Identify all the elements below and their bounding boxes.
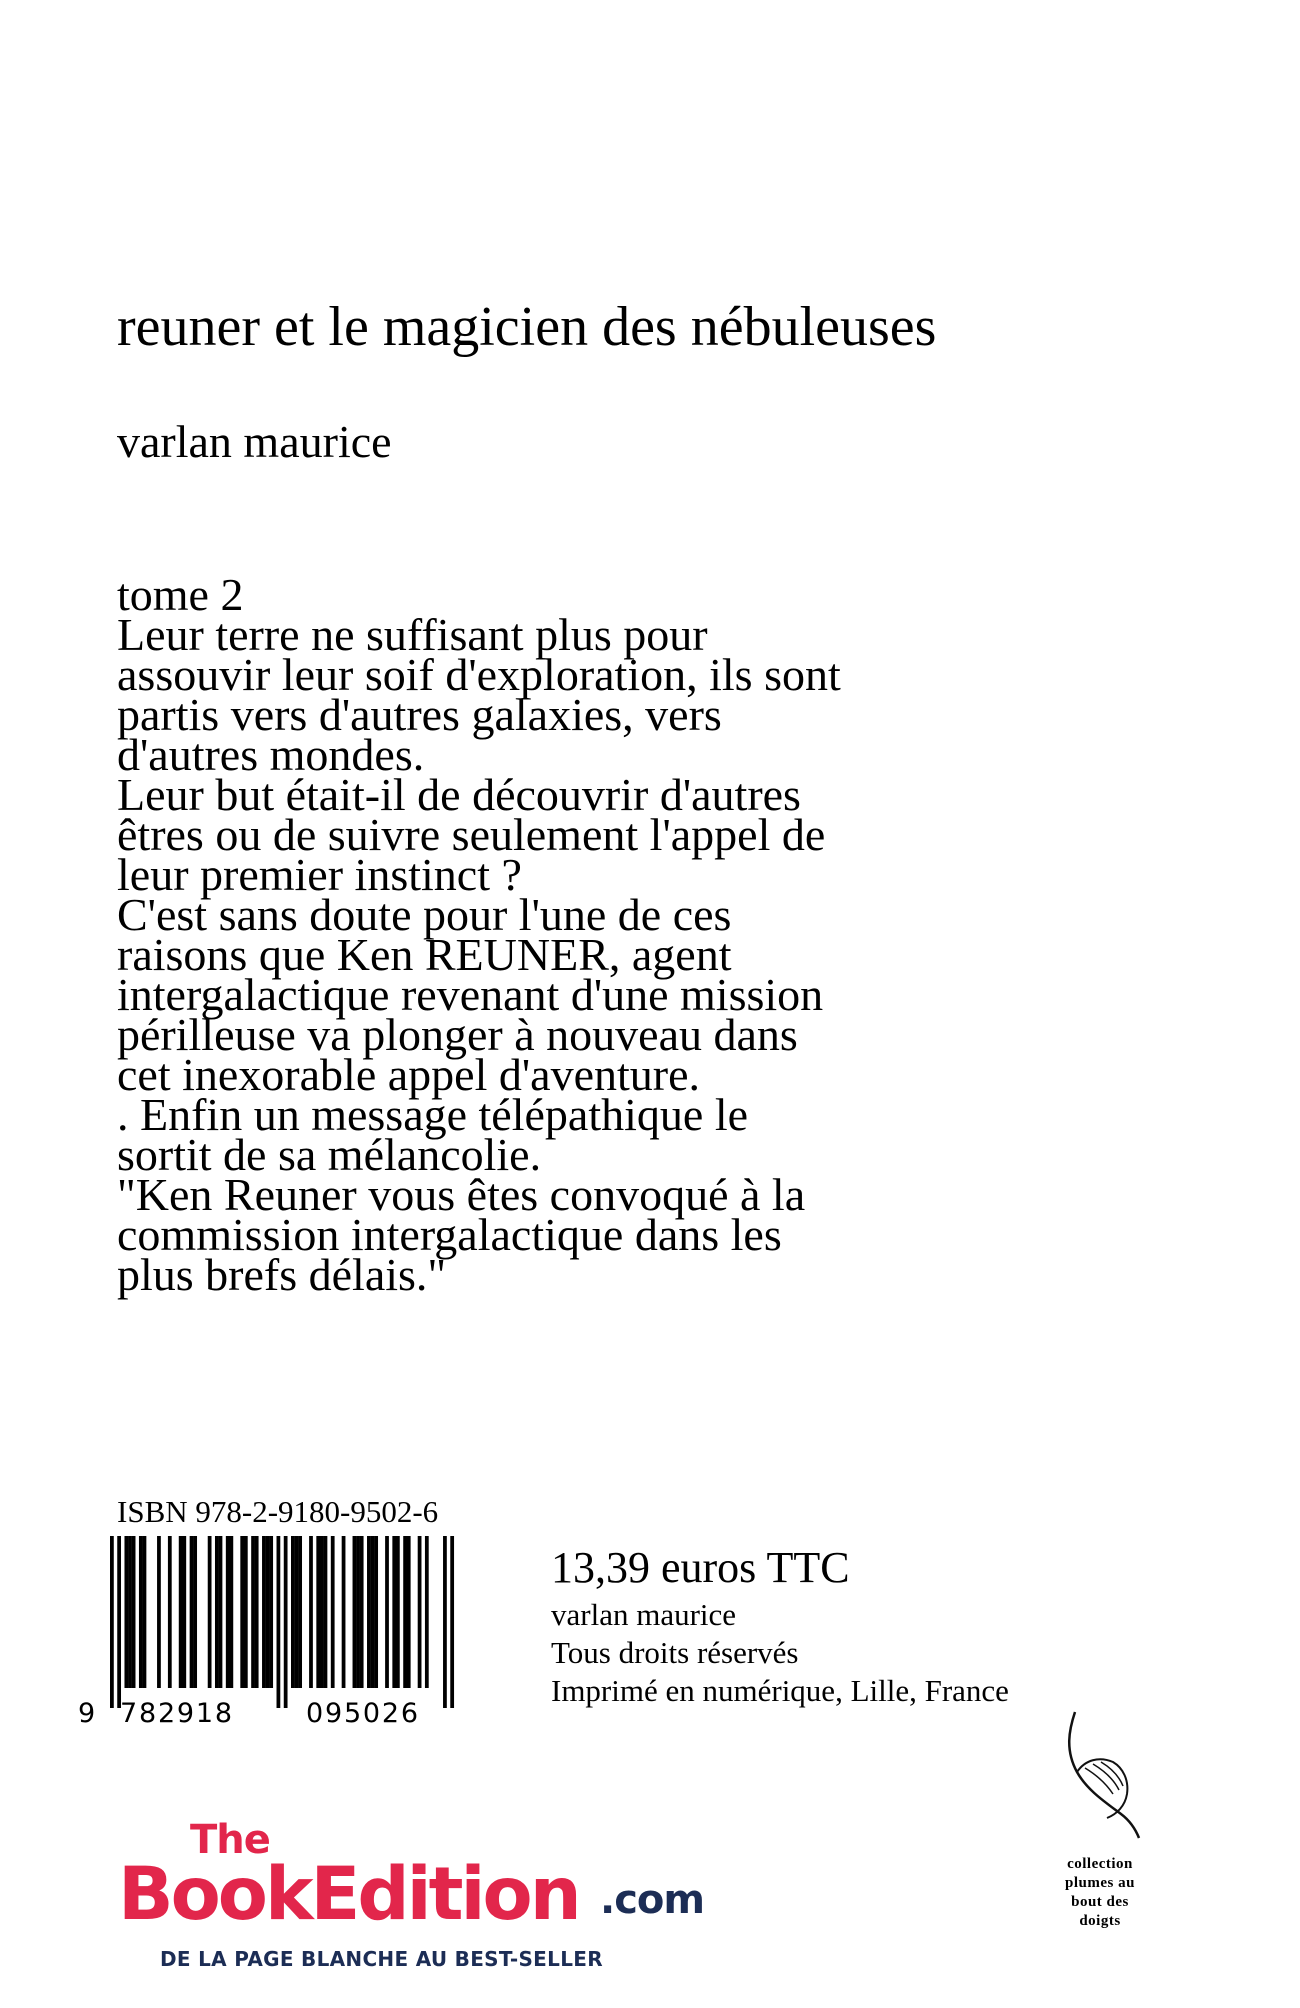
blurb-line: . Enfin un message télépathique le	[117, 1089, 749, 1140]
barcode-bar	[244, 1536, 248, 1688]
blurb-line: plus brefs délais."	[117, 1249, 447, 1300]
collection-line: collection	[1067, 1856, 1133, 1872]
barcode-bar	[190, 1536, 194, 1688]
blurb-line: C'est sans doute pour l'une de ces	[117, 889, 732, 940]
barcode-bar	[309, 1536, 313, 1688]
barcode-bar	[179, 1536, 183, 1688]
blurb-line: périlleuse va plonger à nouveau dans	[117, 1009, 798, 1060]
barcode-bar	[396, 1536, 400, 1688]
barcode-bar	[226, 1536, 230, 1688]
barcode-bar	[215, 1536, 219, 1688]
barcode-bar	[371, 1536, 375, 1688]
collection-line: bout des	[1071, 1894, 1129, 1910]
barcode-right-digits: 095026	[306, 1698, 420, 1728]
publisher-logo-the: The	[190, 1817, 270, 1863]
blurb-line: tome 2	[117, 569, 244, 620]
barcode-bar	[193, 1536, 197, 1688]
barcode-bar	[255, 1536, 259, 1688]
imprint-block	[551, 1596, 1009, 1710]
book-author: varlan maurice	[117, 416, 392, 467]
barcode-bar	[425, 1536, 429, 1688]
barcode-bar	[392, 1536, 396, 1688]
barcode-bar	[124, 1536, 128, 1688]
price: 13,39 euros TTC	[551, 1543, 850, 1592]
barcode-bar	[418, 1536, 422, 1688]
barcode-bar	[316, 1536, 320, 1688]
feather-icon	[1055, 1710, 1145, 1840]
blurb-line: "Ken Reuner vous êtes convoqué à la	[117, 1169, 806, 1220]
collection-line: doigts	[1079, 1913, 1121, 1929]
barcode-bar	[182, 1536, 186, 1688]
barcode-bar	[353, 1536, 357, 1688]
barcode-bar	[269, 1536, 273, 1688]
blurb-line: êtres ou de suivre seulement l'appel de	[117, 809, 826, 860]
publisher-logo-name: BookEdition	[118, 1852, 579, 1937]
barcode-bar	[320, 1536, 324, 1688]
barcode-bar	[291, 1536, 295, 1688]
barcode-bar	[139, 1536, 143, 1688]
imprint-printed: Imprimé en numérique, Lille, France	[551, 1673, 1009, 1708]
barcode-bar	[374, 1536, 378, 1688]
blurb-line: Leur but était-il de découvrir d'autres	[117, 769, 801, 820]
barcode-bar	[132, 1536, 136, 1688]
isbn-barcode	[76, 1536, 492, 1728]
blurb-line: d'autres mondes.	[117, 729, 425, 780]
barcode-bar	[360, 1536, 364, 1688]
barcode-bar	[219, 1536, 223, 1688]
barcode-bar	[342, 1536, 346, 1688]
back-cover-blurb	[117, 569, 997, 1300]
blurb-line: intergalactique revenant d'une mission	[117, 969, 824, 1020]
collection-line: plumes au	[1065, 1875, 1135, 1891]
blurb-line: assouvir leur soif d'exploration, ils sont	[117, 649, 841, 700]
barcode-bar	[168, 1536, 172, 1688]
barcode-first-digit: 9	[78, 1698, 96, 1728]
barcode-bar	[266, 1536, 270, 1688]
barcode-bar	[385, 1536, 389, 1688]
blurb-line: Leur terre ne suffisant plus pour	[117, 609, 708, 660]
collection-label	[1045, 1855, 1155, 1931]
barcode-left-digits: 782918	[120, 1698, 234, 1728]
barcode-bar	[356, 1536, 360, 1688]
barcode-bar	[284, 1536, 288, 1708]
book-title: reuner et le magicien des nébuleuses	[117, 296, 937, 358]
barcode-bar	[277, 1536, 281, 1708]
blurb-line: partis vers d'autres galaxies, vers	[117, 689, 722, 740]
barcode-bar	[110, 1536, 114, 1708]
barcode-bar	[403, 1536, 407, 1688]
barcode-bar	[143, 1536, 147, 1688]
barcode-bar	[262, 1536, 266, 1688]
barcode-bar	[117, 1536, 121, 1708]
imprint-author: varlan maurice	[551, 1597, 737, 1632]
imprint-rights: Tous droits réservés	[551, 1635, 799, 1670]
barcode-bar	[367, 1536, 371, 1688]
barcode-bar	[240, 1536, 244, 1688]
blurb-line: sortit de sa mélancolie.	[117, 1129, 542, 1180]
barcode-bar	[450, 1536, 454, 1708]
barcode-bar	[298, 1536, 302, 1688]
barcode-bar	[157, 1536, 161, 1688]
isbn-label: ISBN 978-2-9180-9502-6	[117, 1494, 439, 1529]
barcode-bar	[251, 1536, 255, 1688]
publisher-tagline: DE LA PAGE BLANCHE AU BEST-SELLER	[160, 1947, 603, 1971]
blurb-line: leur premier instinct ?	[117, 849, 522, 900]
barcode-bar	[331, 1536, 335, 1688]
barcode-bar	[324, 1536, 328, 1688]
barcode-bar	[208, 1536, 212, 1688]
barcode-bar	[229, 1536, 233, 1688]
barcode-bar	[407, 1536, 411, 1688]
barcode-bar	[128, 1536, 132, 1688]
blurb-line: commission intergalactique dans les	[117, 1209, 782, 1260]
barcode-bar	[443, 1536, 447, 1708]
barcode-bars	[110, 1536, 454, 1708]
publisher-logo-suffix: .com	[600, 1877, 705, 1923]
blurb-line: cet inexorable appel d'aventure.	[117, 1049, 700, 1100]
blurb-line: raisons que Ken REUNER, agent	[117, 929, 732, 980]
barcode-bar	[295, 1536, 299, 1688]
